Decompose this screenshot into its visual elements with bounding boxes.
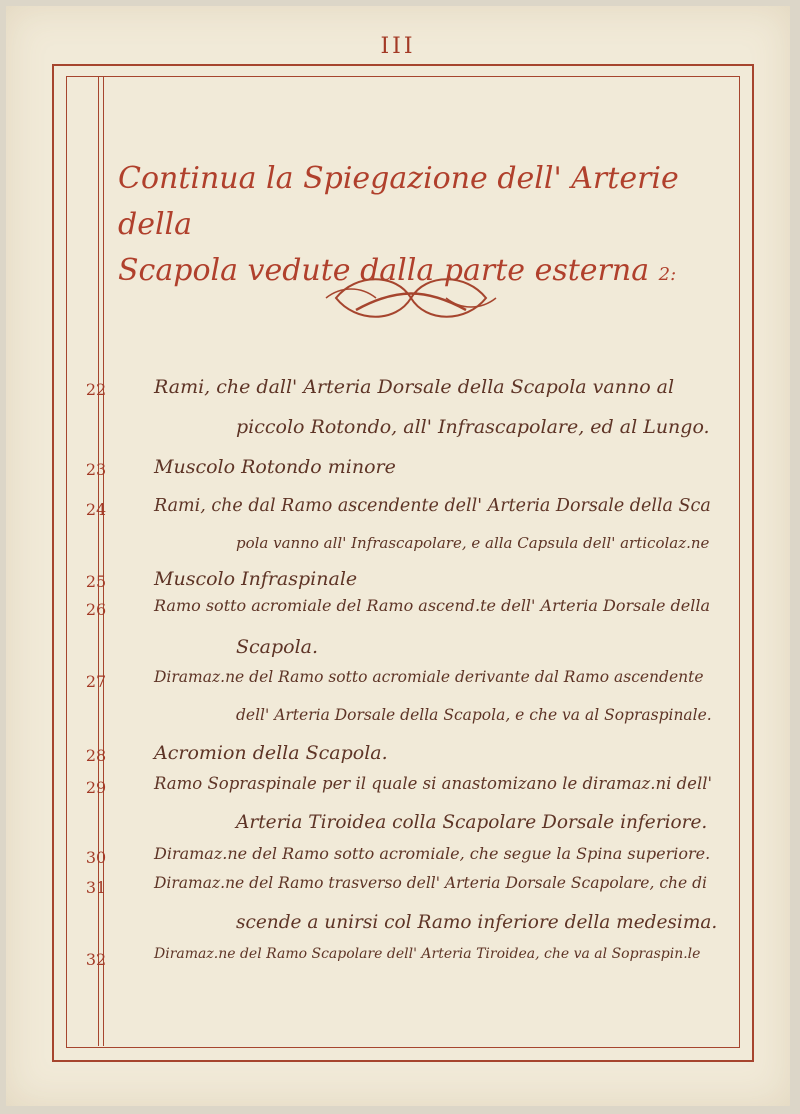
entry-number: 25 <box>85 572 107 591</box>
entry-text-line: Diramaz.ne del Ramo trasverso dell' Arteria Dorsale Scapolare, che di <box>154 874 707 892</box>
entry-text-line: Acromion della Scapola. <box>154 742 388 764</box>
entry-text-line: Diramaz.ne del Ramo sotto acromiale derivante dal Ramo ascendente <box>154 668 704 686</box>
entry-text-line: Rami, che dal Ramo ascendente dell' Arteria Dorsale della Sca <box>154 496 711 516</box>
entry-text-line: pola vanno all' Infrascapolare, e alla Capsula dell' articolaz.ne <box>236 534 710 552</box>
entry-number: 24 <box>85 500 107 519</box>
entry-number: 27 <box>85 672 107 691</box>
entry-number: 32 <box>85 950 107 969</box>
entry-text-line: Diramaz.ne del Ramo sotto acromiale, che segue la Spina superiore. <box>154 844 711 863</box>
entry-number: 28 <box>85 746 107 765</box>
title-line-1: Continua la Spiegazione dell' Arterie della <box>118 161 679 242</box>
title-suffix: 2: <box>658 264 677 285</box>
entry-number: 29 <box>85 778 107 797</box>
entry-text-line: Muscolo Infraspinale <box>154 568 358 590</box>
entry-text-line: dell' Arteria Dorsale della Scapola, e che va al Sopraspinale. <box>236 706 712 724</box>
entry-number: 31 <box>85 878 107 897</box>
manuscript-page <box>6 6 790 1106</box>
entry-number: 23 <box>85 460 107 479</box>
entry-text-line: Diramaz.ne del Ramo Scapolare dell' Arteria Tiroidea, che va al Sopraspin.le <box>154 946 701 962</box>
title-line-2: Scapola vedute dalla parte esterna <box>118 253 650 288</box>
entry-number: 30 <box>85 848 107 867</box>
entry-number: 22 <box>85 380 107 399</box>
folio-number: III <box>380 34 416 59</box>
entry-text-line: Arteria Tiroidea colla Scapolare Dorsale inferiore. <box>236 812 708 833</box>
margin-rule <box>98 76 99 1046</box>
entry-text-line: Muscolo Rotondo minore <box>154 456 396 478</box>
entry-text-line: Ramo sotto acromiale del Ramo ascend.te dell' Arteria Dorsale della <box>154 596 711 615</box>
entry-text-line: Scapola. <box>236 636 319 658</box>
margin-rule-secondary <box>103 76 104 1046</box>
entry-text-line: Rami, che dall' Arteria Dorsale della Scapola vanno al <box>154 376 675 398</box>
calligraphic-flourish-icon <box>316 268 506 328</box>
entry-number: 26 <box>85 600 107 619</box>
entry-text-line: Ramo Sopraspinale per il quale si anastomizano le diramaz.ni dell' <box>154 774 713 793</box>
entry-text-line: piccolo Rotondo, all' Infrascapolare, ed al Lungo. <box>236 416 710 438</box>
entry-text-line: scende a unirsi col Ramo inferiore della medesima. <box>236 912 718 933</box>
